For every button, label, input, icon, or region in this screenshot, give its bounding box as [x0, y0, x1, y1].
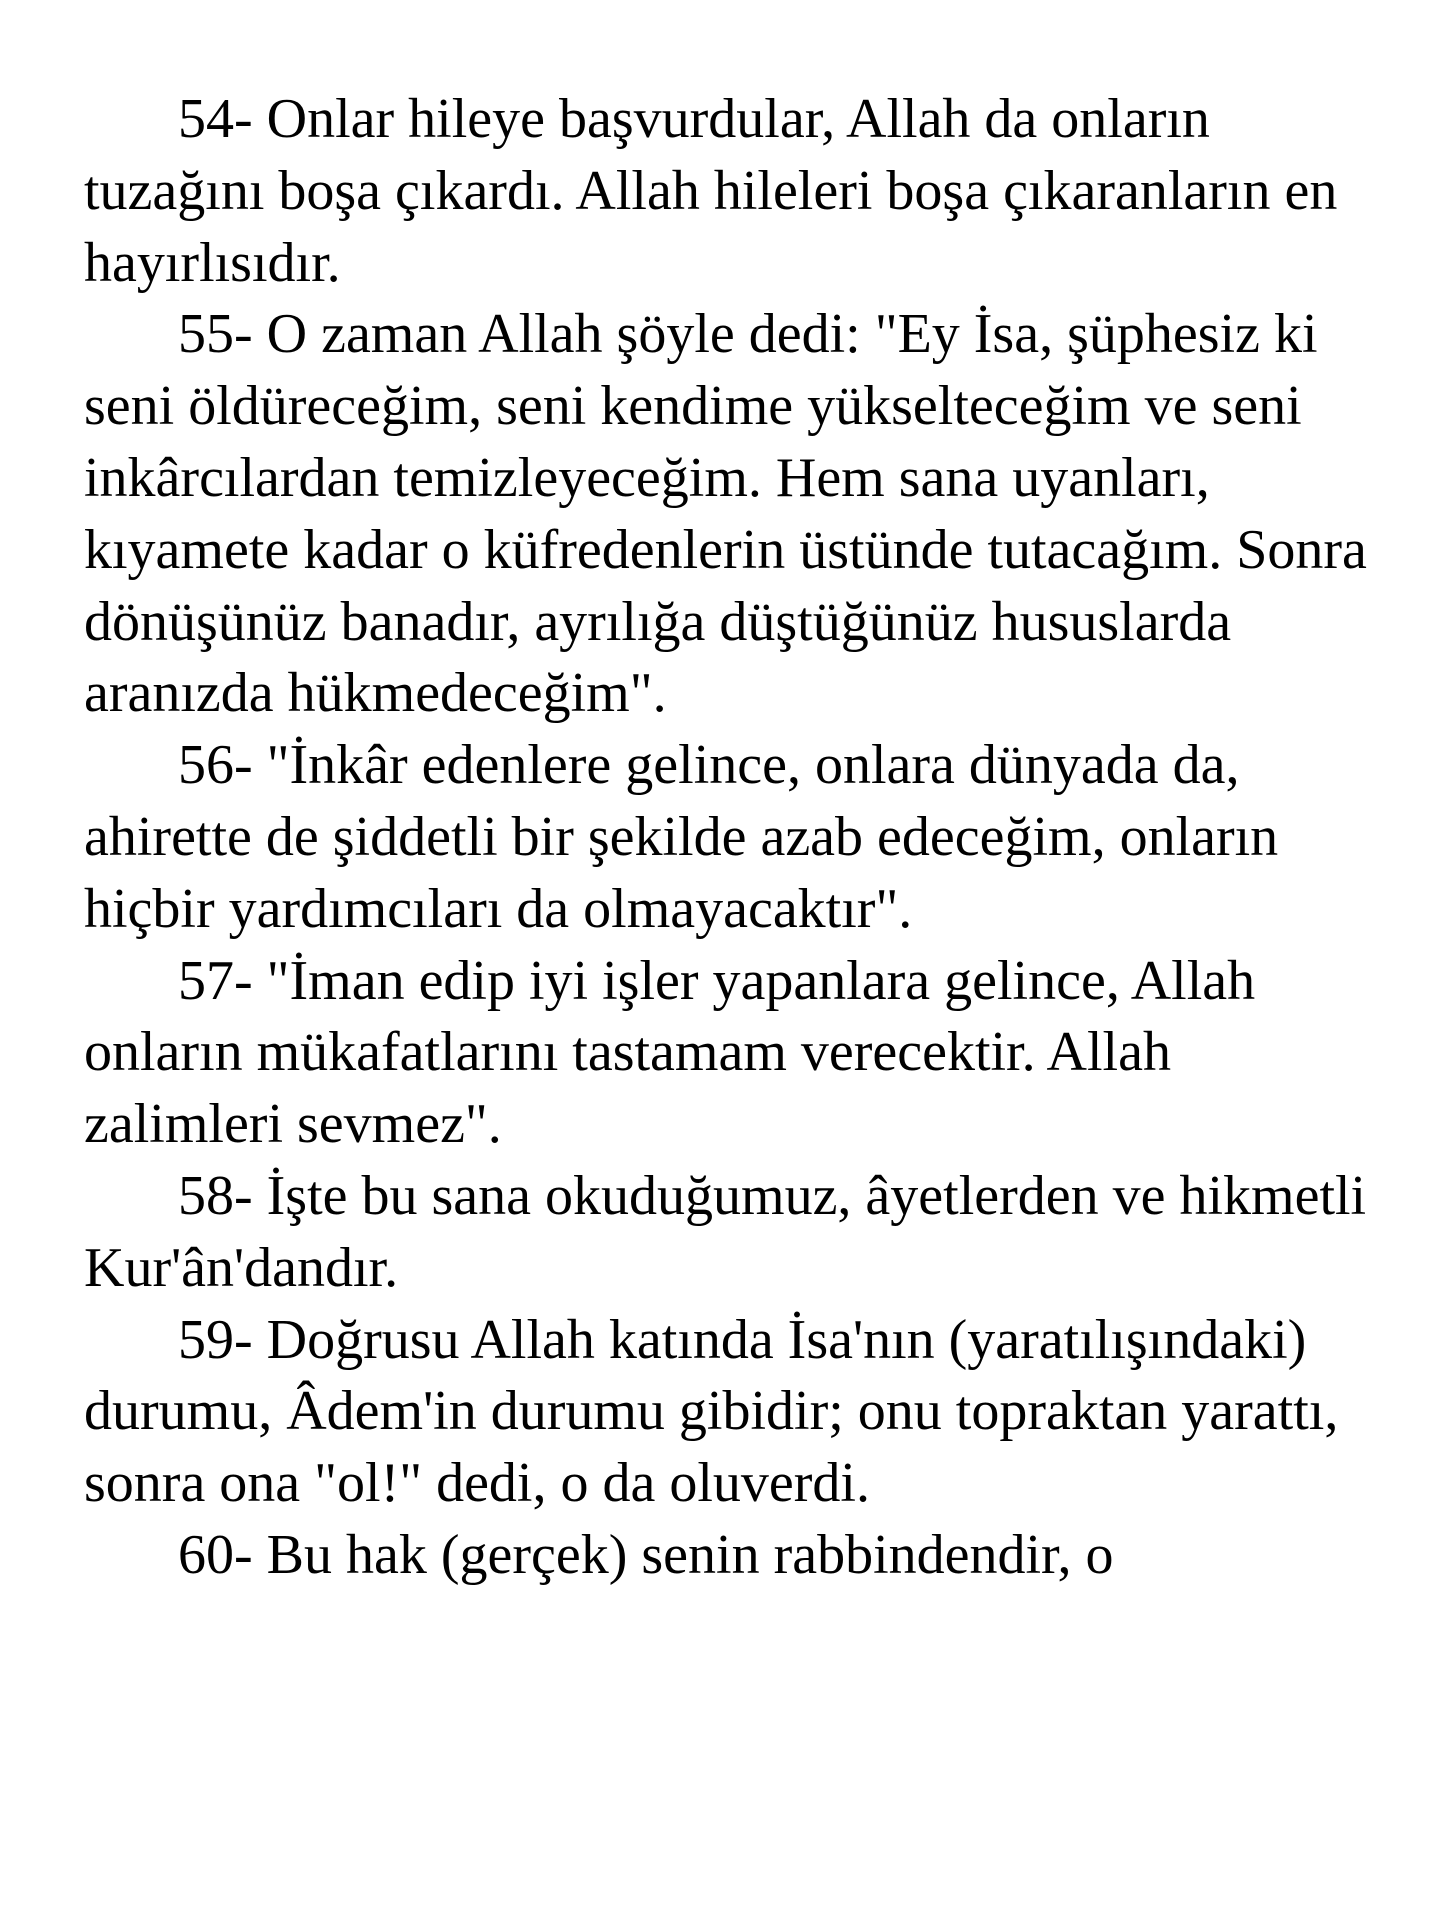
verse-54: 54- Onlar hileye başvurdular, Allah da onların tuzağını boşa çıkardı. Allah hileleri boşa çıkaranların en hayırlısıdır. — [84, 88, 1338, 294]
verse-55: 55- O zaman Allah şöyle dedi: "Ey İsa, şüphesiz ki seni öldüreceğim, seni kendime yükselteceğim ve seni inkârcılardan temizleyeceğim. Hem sana uyanları, kıyamete kadar o küfredenlerin üstünde tutacağım. Sonra dönüşünüz banadır, ayrılığa düştüğünüz hususlarda aranızda hükmedeceğim". — [84, 303, 1367, 725]
document-page — [84, 84, 1374, 1592]
verse-57: 57- "İman edip iyi işler yapanlara gelince, Allah onların mükafatlarını tastamam verecektir. Allah zalimleri sevmez". — [84, 949, 1256, 1156]
verse-56: 56- "İnkâr edenlere gelince, onlara dünyada da, ahirette de şiddetli bir şekilde azab edeceğim, onların hiçbir yardımcıları da olmayacaktır". — [84, 734, 1279, 940]
verse-60: 60- Bu hak (gerçek) senin rabbindendir, o — [178, 1523, 1114, 1586]
verse-58: 58- İşte bu sana okuduğumuz, âyetlerden ve hikmetli Kur'ân'dandır. — [84, 1164, 1367, 1299]
verse-59: 59- Doğrusu Allah katında İsa'nın (yaratılışındaki) durumu, Âdem'in durumu gibidir; onu topraktan yarattı, sonra ona "ol!" dedi, o da oluverdi. — [84, 1308, 1339, 1515]
